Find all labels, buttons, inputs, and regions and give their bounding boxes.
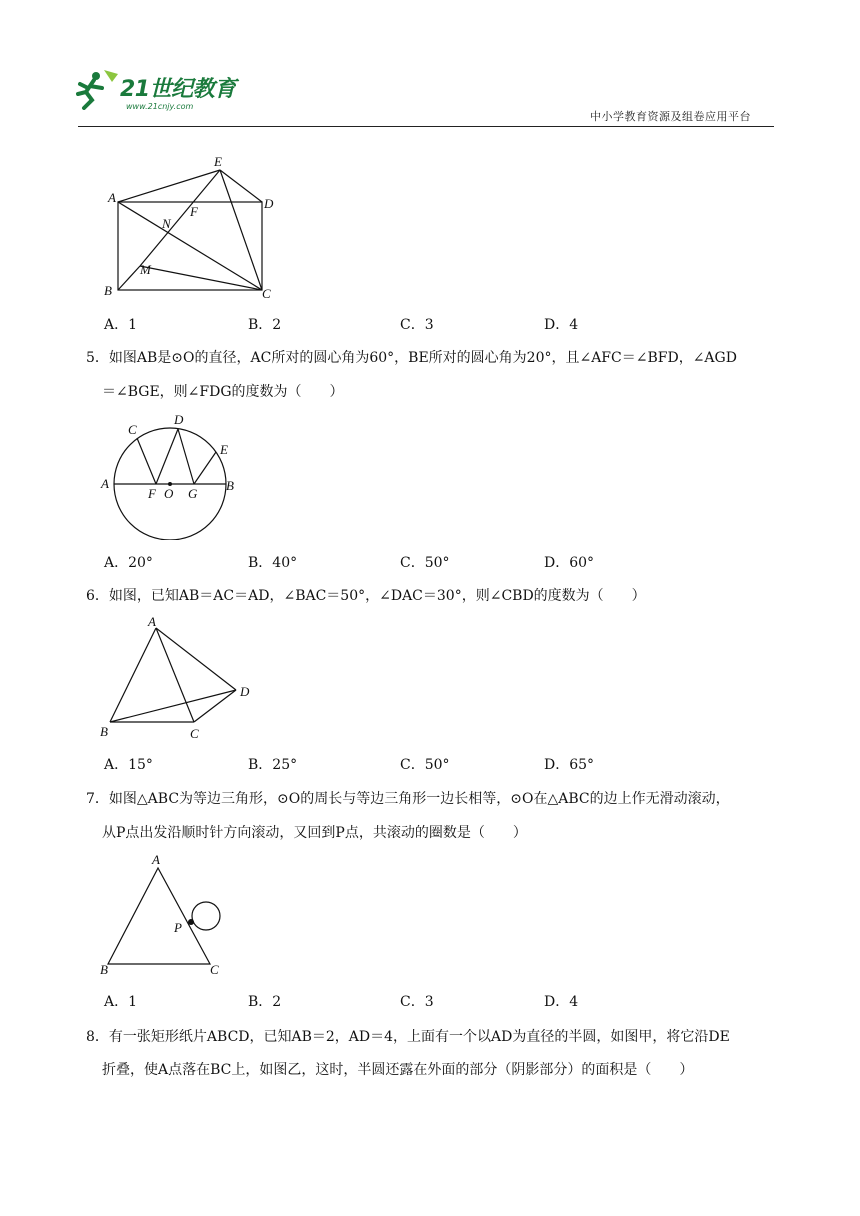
q6-option-b[interactable]: B．25° bbox=[248, 757, 298, 773]
q4-label-f: F bbox=[190, 204, 198, 219]
q4-label-d: D bbox=[264, 196, 274, 211]
q7-text-line1: 7．如图△ABC为等边三角形，⊙O的周长与等边三角形一边长相等，⊙O在△ABC的边上作无滑动滚动， bbox=[86, 791, 730, 807]
q4-option-d[interactable]: D．4 bbox=[544, 317, 579, 333]
logo bbox=[74, 66, 274, 116]
q8-text-line2: 折叠，使A点落在BC上，如图乙，这时，半圆还露在外面的部分（阴影部分）的面积是（ ） bbox=[102, 1062, 694, 1078]
q6-option-d[interactable]: D．65° bbox=[544, 757, 595, 773]
q6-option-c[interactable]: C．50° bbox=[400, 757, 450, 773]
q6-label-a: A bbox=[148, 614, 156, 629]
q5-label-o: O bbox=[164, 486, 174, 501]
q5-option-c[interactable]: C．50° bbox=[400, 555, 450, 571]
q5-label-b: B bbox=[226, 478, 234, 493]
q6-label-d: D bbox=[240, 684, 250, 699]
q7-label-p: P bbox=[174, 920, 182, 935]
q5-label-a: A bbox=[101, 476, 109, 491]
q4-label-e: E bbox=[214, 154, 222, 169]
q4-figure bbox=[100, 150, 290, 300]
q4-label-b: B bbox=[104, 283, 112, 298]
q7-figure bbox=[96, 848, 236, 980]
q4-option-c[interactable]: C．3 bbox=[400, 317, 434, 333]
q7-option-d[interactable]: D．4 bbox=[544, 994, 579, 1010]
q5-option-b[interactable]: B．40° bbox=[248, 555, 298, 571]
q5-option-a[interactable]: A．20° bbox=[104, 555, 153, 571]
q4-label-m: M bbox=[140, 262, 151, 277]
q7-text-line2: 从P点出发沿顺时针方向滚动，又回到P点，共滚动的圈数是（ ） bbox=[102, 825, 527, 841]
logo-url: www.21cnjy.com bbox=[126, 102, 194, 111]
q5-figure bbox=[98, 410, 248, 540]
q7-option-b[interactable]: B．2 bbox=[248, 994, 282, 1010]
q5-text-line1: 5．如图AB是⊙O的直径，AC所对的圆心角为60°，BE所对的圆心角为20°，且∠AFC＝∠BFD，∠AGD bbox=[86, 350, 737, 366]
q6-label-c: C bbox=[190, 726, 199, 741]
q5-label-d: D bbox=[174, 412, 184, 427]
runner-logo-icon bbox=[74, 66, 124, 110]
q6-text: 6．如图，已知AB＝AC＝AD，∠BAC＝50°，∠DAC＝30°，则∠CBD的度数为（ ） bbox=[86, 588, 646, 604]
q5-label-g: G bbox=[188, 486, 198, 501]
q5-text-line2: ＝∠BGE，则∠FDG的度数为（ ） bbox=[102, 384, 344, 400]
logo-text: 21世纪教育 bbox=[120, 77, 236, 102]
q5-label-f: F bbox=[148, 486, 156, 501]
q4-option-a[interactable]: A．1 bbox=[104, 317, 138, 333]
header-divider bbox=[78, 126, 774, 127]
q6-option-a[interactable]: A．15° bbox=[104, 757, 153, 773]
q5-label-c: C bbox=[128, 422, 137, 437]
q8-text-line1: 8．有一张矩形纸片ABCD，已知AB＝2，AD＝4，上面有一个以AD为直径的半圆，如图甲，将它沿DE bbox=[86, 1029, 730, 1045]
q7-label-b: B bbox=[100, 962, 108, 977]
q7-option-c[interactable]: C．3 bbox=[400, 994, 434, 1010]
q7-label-c: C bbox=[210, 962, 219, 977]
q5-label-e: E bbox=[220, 442, 228, 457]
q4-option-b[interactable]: B．2 bbox=[248, 317, 282, 333]
q4-label-n: N bbox=[162, 216, 171, 231]
q7-option-a[interactable]: A．1 bbox=[104, 994, 138, 1010]
q7-label-a: A bbox=[152, 852, 160, 867]
q4-label-c: C bbox=[262, 286, 271, 300]
q6-figure bbox=[96, 612, 266, 742]
q4-label-a: A bbox=[108, 190, 116, 205]
header-tagline: 中小学教育资源及组卷应用平台 bbox=[590, 110, 751, 123]
q5-option-d[interactable]: D．60° bbox=[544, 555, 595, 571]
q6-label-b: B bbox=[100, 724, 108, 739]
